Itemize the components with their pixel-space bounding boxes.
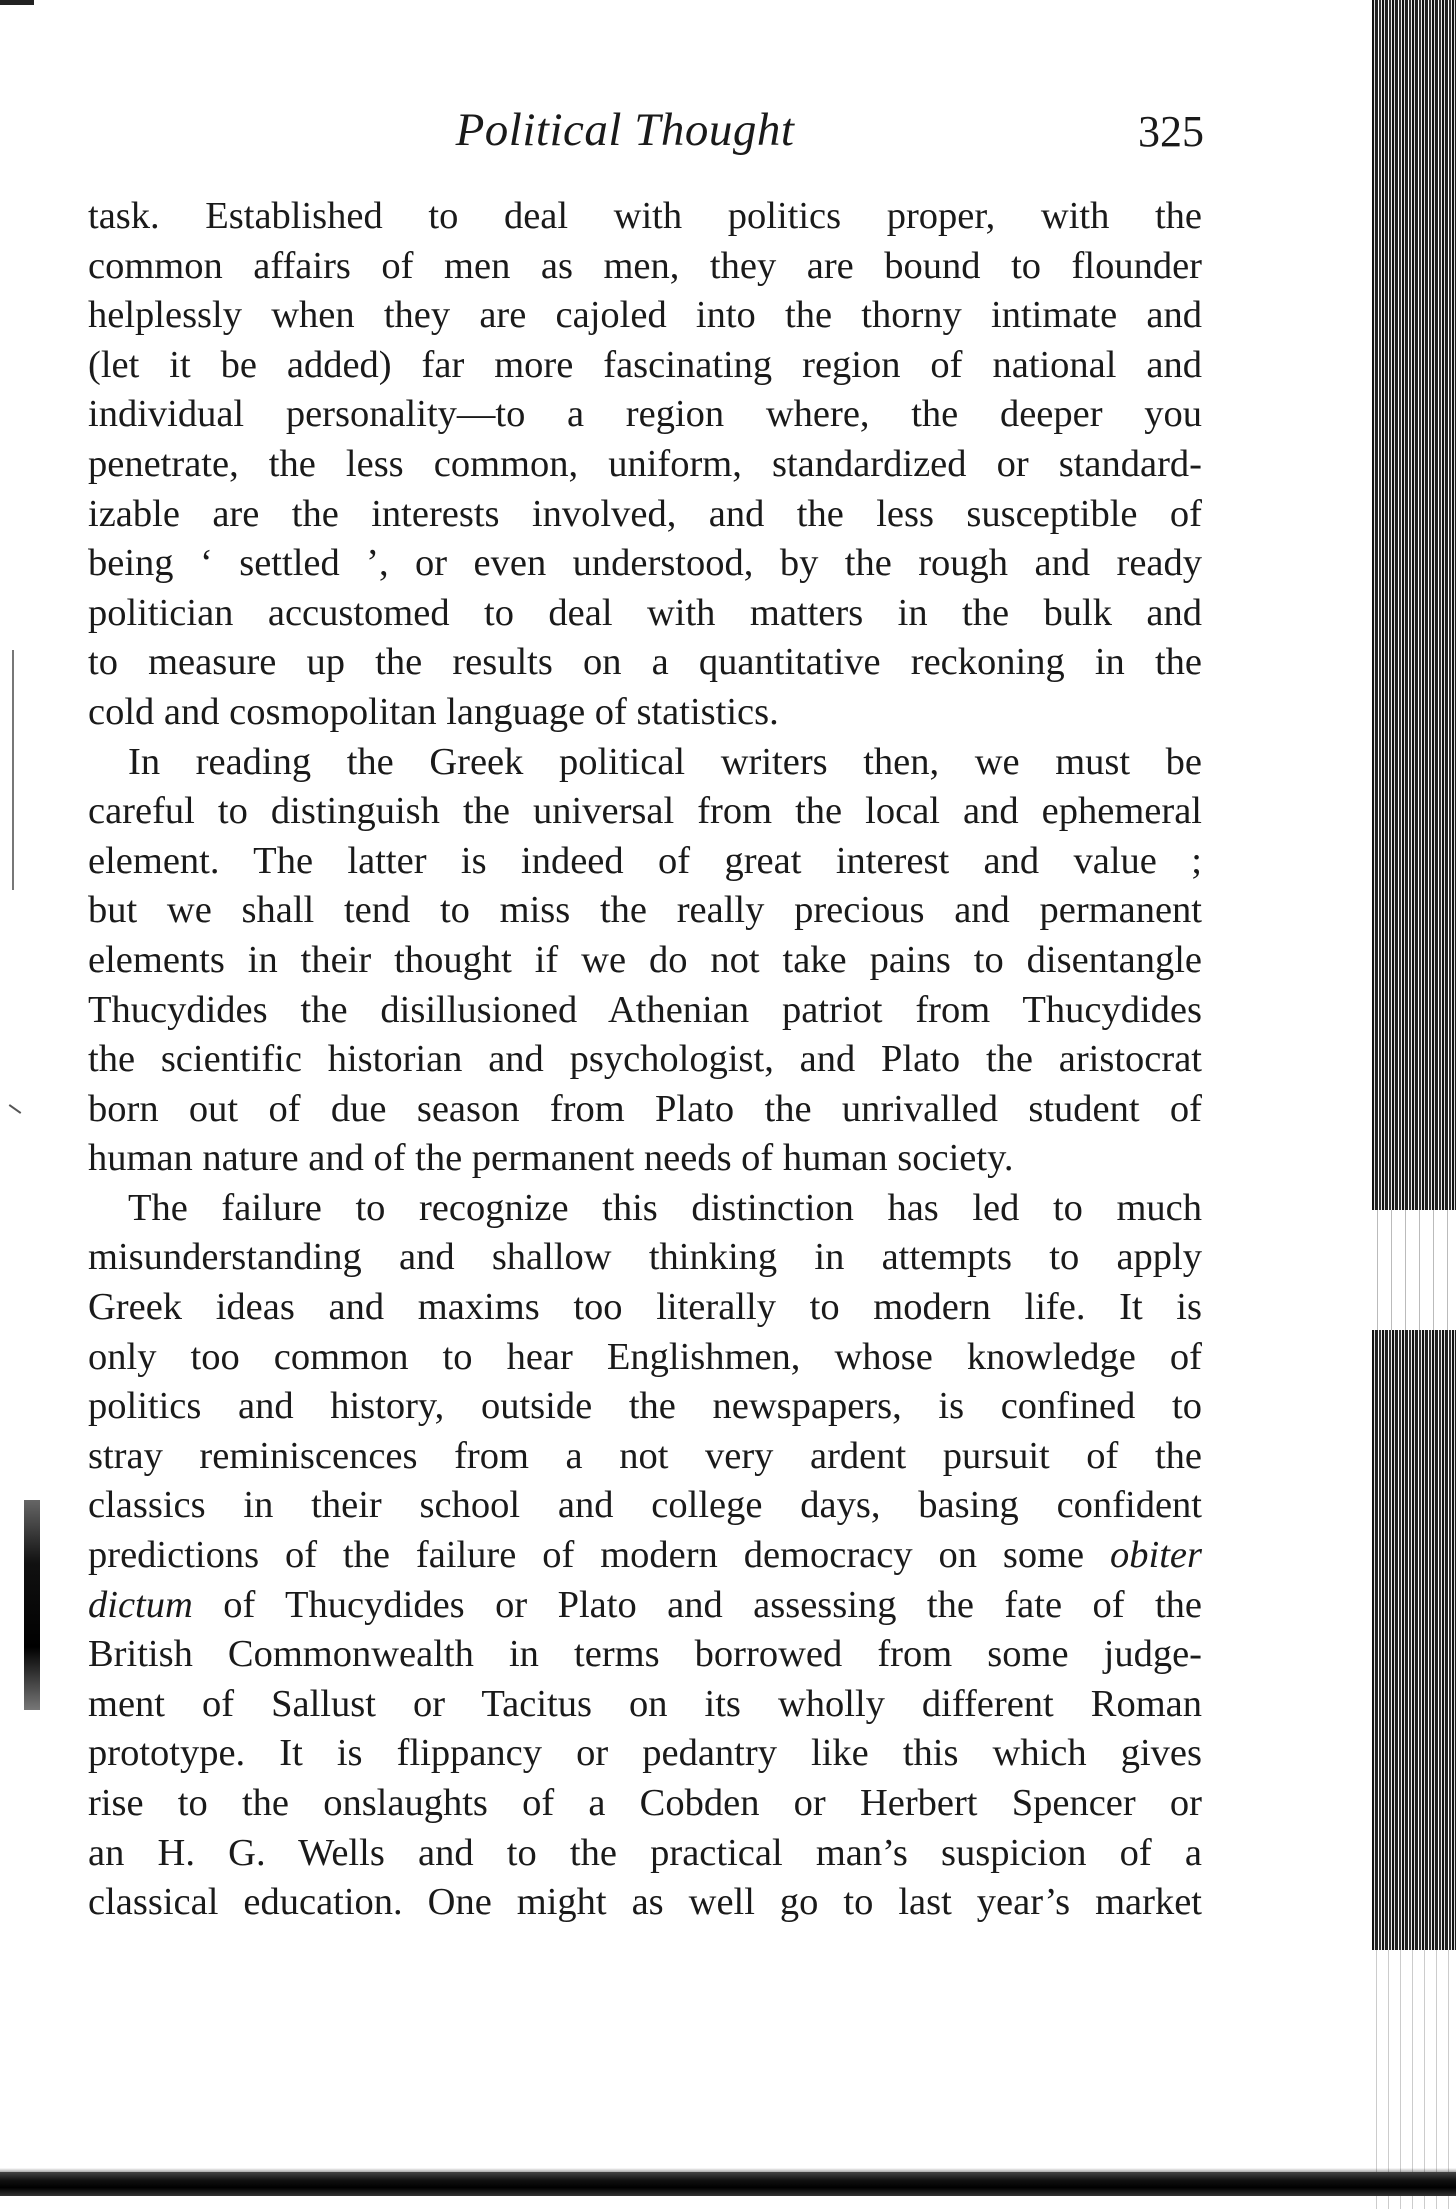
text-line: cold and cosmopolitan language of statistics. xyxy=(88,690,779,733)
text-line: politician accustomed to deal with matters in the bulk and xyxy=(88,591,1202,634)
scan-bottom-edge-shadow xyxy=(0,2172,1456,2196)
text-line: classical education. One might as well go to last year’s market xyxy=(88,1881,1202,1924)
text-line: common affairs of men as men, they are bound to flounder xyxy=(88,244,1202,287)
text-line: The failure to recognize this distinction has led to much xyxy=(128,1186,1202,1229)
text-line: careful to distinguish the universal from the local and ephemeral xyxy=(88,790,1202,833)
scan-left-margin-smudge xyxy=(24,1500,40,1710)
paragraph-1 xyxy=(88,192,1202,738)
text-line: politics and history, outside the newspapers, is confined to xyxy=(88,1385,1202,1428)
text-line: but we shall tend to miss the really precious and permanent xyxy=(88,889,1202,932)
italic-term: dictum xyxy=(88,1583,193,1626)
text-segment: of Thucydides or Plato and assessing the fate of the xyxy=(192,1583,1202,1626)
text-line: izable are the interests involved, and the less susceptible of xyxy=(88,492,1202,535)
text-line: (let it be added) far more fascinating region of national and xyxy=(88,343,1202,386)
text-line-with-italic xyxy=(88,1581,1202,1631)
text-line: helplessly when they are cajoled into the thorny intimate and xyxy=(88,294,1202,337)
text-line: British Commonwealth in terms borrowed from some judge- xyxy=(88,1633,1202,1676)
text-line: In reading the Greek political writers then, we must be xyxy=(128,740,1202,783)
text-segment: predictions of the failure of modern democracy on some xyxy=(88,1534,1111,1577)
text-line: classics in their school and college days, basing confident xyxy=(88,1484,1202,1527)
text-line: rise to the onslaughts of a Cobden or Herbert Spencer or xyxy=(88,1782,1202,1824)
scan-corner-mark xyxy=(0,0,34,5)
text-line: element. The latter is indeed of great interest and value ; xyxy=(88,839,1202,882)
text-line: Greek ideas and maxims too literally to modern life. It is xyxy=(88,1286,1202,1329)
text-line: stray reminiscences from a not very ardent pursuit of the xyxy=(88,1434,1202,1477)
text-line: Thucydides the disillusioned Athenian patriot from Thucydides xyxy=(88,988,1202,1031)
body-text xyxy=(88,192,1202,1928)
text-line: ment of Sallust or Tacitus on its wholly different Roman xyxy=(88,1682,1202,1725)
text-line: elements in their thought if we do not take pains to disentangle xyxy=(88,938,1202,981)
page-number: 325 xyxy=(1138,107,1204,156)
scan-left-margin-line xyxy=(12,650,14,890)
running-head-title: Political Thought xyxy=(455,104,795,156)
text-line: penetrate, the less common, uniform, standardized or standard- xyxy=(88,442,1202,485)
text-line: an H. G. Wells and to the practical man’s suspicion of a xyxy=(88,1831,1202,1874)
text-line: being ‘ settled ’, or even understood, by the rough and ready xyxy=(88,542,1202,585)
italic-term: obiter xyxy=(1110,1534,1202,1577)
text-line: only too common to hear Englishmen, whose knowledge of xyxy=(88,1335,1202,1378)
text-line: task. Established to deal with politics proper, with the xyxy=(88,195,1202,237)
text-line-with-italic xyxy=(88,1531,1202,1581)
text-line: individual personality—to a region where, the deeper you xyxy=(88,393,1202,436)
paragraph-2 xyxy=(88,738,1202,1184)
text-line: human nature and of the permanent needs of human society. xyxy=(88,1137,1014,1180)
paragraph-3 xyxy=(88,1184,1202,1928)
text-line: prototype. It is flippancy or pedantry like this which gives xyxy=(88,1732,1202,1775)
scan-gutter-shadow xyxy=(1372,0,1456,2209)
text-line: born out of due season from Plato the unrivalled student of xyxy=(88,1087,1202,1130)
text-line: misunderstanding and shallow thinking in attempts to apply xyxy=(88,1236,1202,1279)
text-line: to measure up the results on a quantitative reckoning in the xyxy=(88,641,1202,684)
text-line: the scientific historian and psychologist, and Plato the aristocrat xyxy=(88,1038,1202,1081)
scan-margin-tick xyxy=(9,1104,22,1114)
scan-gutter-light-area xyxy=(1372,1210,1456,1330)
